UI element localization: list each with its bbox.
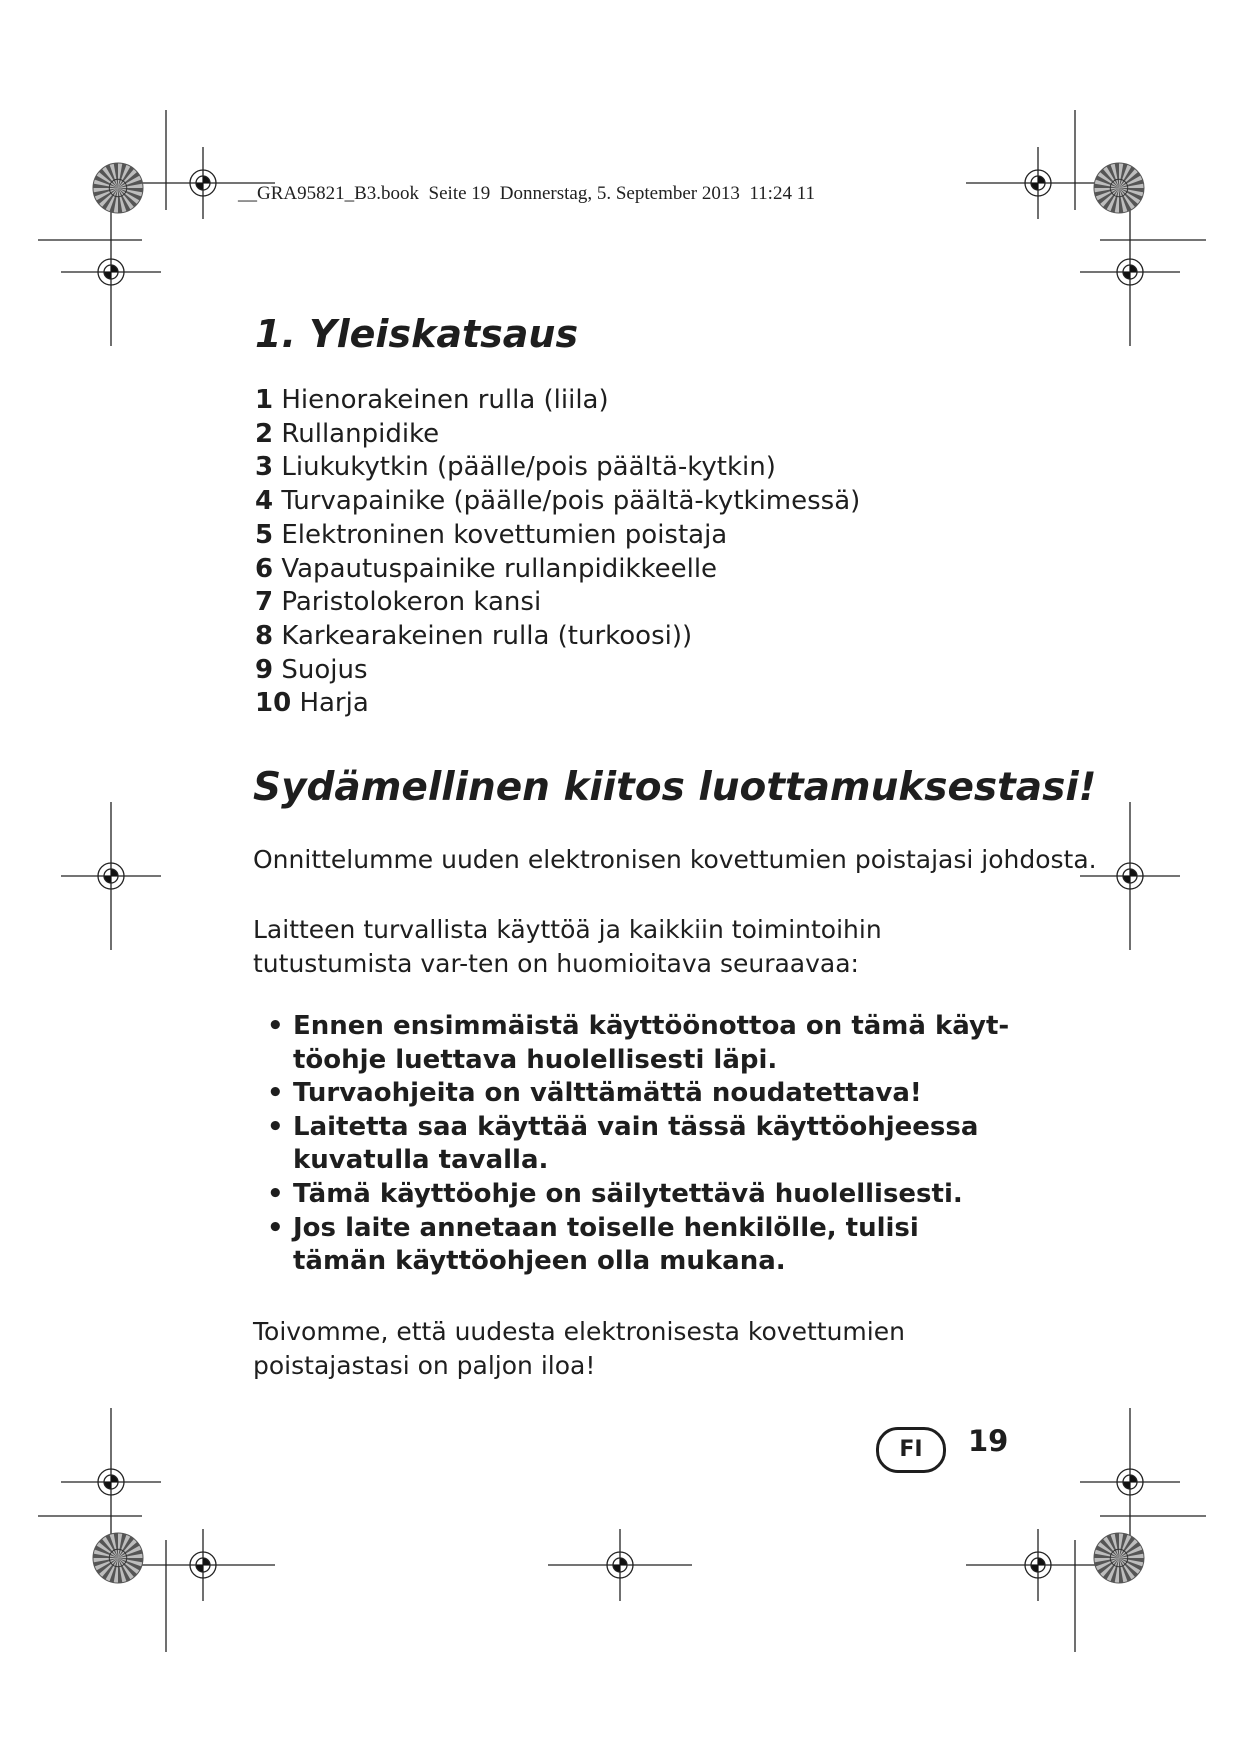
registration-target-icon xyxy=(61,802,161,950)
item-text: Paristolokeron kansi xyxy=(281,587,542,618)
item-number: 10 xyxy=(255,688,292,719)
color-rosette-icon xyxy=(93,1533,143,1583)
overview-heading: 1. Yleiskatsaus xyxy=(255,312,579,356)
item-text: Suojus xyxy=(281,654,368,685)
list-item: • Turvaohjeita on välttämättä noudatettava! xyxy=(253,1077,1013,1111)
list-item: • Ennen ensimmäistä käyttöönottoa on tämä käyt-töohje luettava huolellisesti läpi. xyxy=(253,1010,1013,1077)
item-number: 8 xyxy=(255,620,274,651)
book-slug-line: __GRA95821_B3.book Seite 19 Donnerstag, 5. September 2013 11:24 11 xyxy=(238,183,815,204)
registration-target-icon xyxy=(966,1529,1110,1601)
list-item xyxy=(255,384,860,418)
registration-target-icon xyxy=(1080,198,1180,346)
safety-notes-list xyxy=(253,1010,1013,1279)
list-item xyxy=(255,553,860,587)
list-item xyxy=(255,418,860,452)
item-number: 7 xyxy=(255,587,274,618)
intro-paragraph: Laitteen turvallista käyttöä ja kaikkiin toimintoihin tutustumista var-ten on huomioitava seuraavaa: xyxy=(253,915,882,978)
list-item xyxy=(255,519,860,553)
registration-target-icon xyxy=(548,1529,692,1601)
page-number: 19 xyxy=(968,1424,1009,1458)
registration-target-icon xyxy=(61,198,161,346)
registration-target-icon xyxy=(1080,802,1180,950)
registration-target-icon xyxy=(1080,1408,1180,1556)
item-text: Liukukytkin (päälle/pois päältä-kytkin) xyxy=(281,452,776,483)
color-rosette-icon xyxy=(1094,163,1144,213)
parts-list xyxy=(255,384,860,721)
list-item xyxy=(255,451,860,485)
item-text: Rullanpidike xyxy=(281,418,440,449)
list-item xyxy=(255,687,860,721)
list-item: • Laitetta saa käyttää vain tässä käyttöohjeessa kuvatulla tavalla. xyxy=(253,1111,1013,1178)
registration-target-icon xyxy=(131,1529,275,1601)
language-badge: FI xyxy=(876,1427,946,1473)
item-text: Turvapainike (päälle/pois päältä-kytkimessä) xyxy=(281,486,861,517)
list-item xyxy=(255,620,860,654)
list-item xyxy=(255,586,860,620)
item-number: 9 xyxy=(255,654,274,685)
item-text: Harja xyxy=(299,688,369,719)
item-number: 1 xyxy=(255,385,274,415)
item-text: Vapautuspainike rullanpidikkeelle xyxy=(281,553,718,584)
item-number: 2 xyxy=(255,418,274,449)
closing-paragraph: Toivomme, että uudesta elektronisesta kovettumien poistajastasi on paljon iloa! xyxy=(253,1317,905,1380)
list-item: • Tämä käyttöohje on säilytettävä huolellisesti. xyxy=(253,1178,1013,1212)
list-item xyxy=(255,485,860,519)
thanks-heading: Sydämellinen kiitos luottamuksestasi! xyxy=(253,765,1097,810)
congrats-paragraph: Onnittelumme uuden elektronisen kovettumien poistajasi johdosta. xyxy=(253,845,1097,874)
item-number: 4 xyxy=(255,486,274,517)
color-rosette-icon xyxy=(93,163,143,213)
list-item xyxy=(255,654,860,688)
item-number: 6 xyxy=(255,553,274,584)
item-text: Elektroninen kovettumien poistaja xyxy=(281,519,728,550)
registration-target-icon xyxy=(966,147,1110,219)
item-text: Hienorakeinen rulla (liila) xyxy=(281,385,609,415)
item-number: 5 xyxy=(255,519,274,550)
list-item: • Jos laite annetaan toiselle henkilölle, tulisi tämän käyttöohjeen olla mukana. xyxy=(253,1212,1013,1279)
color-rosette-icon xyxy=(1094,1533,1144,1583)
item-number: 3 xyxy=(255,452,274,483)
item-text: Karkearakeinen rulla (turkoosi)) xyxy=(281,620,693,651)
